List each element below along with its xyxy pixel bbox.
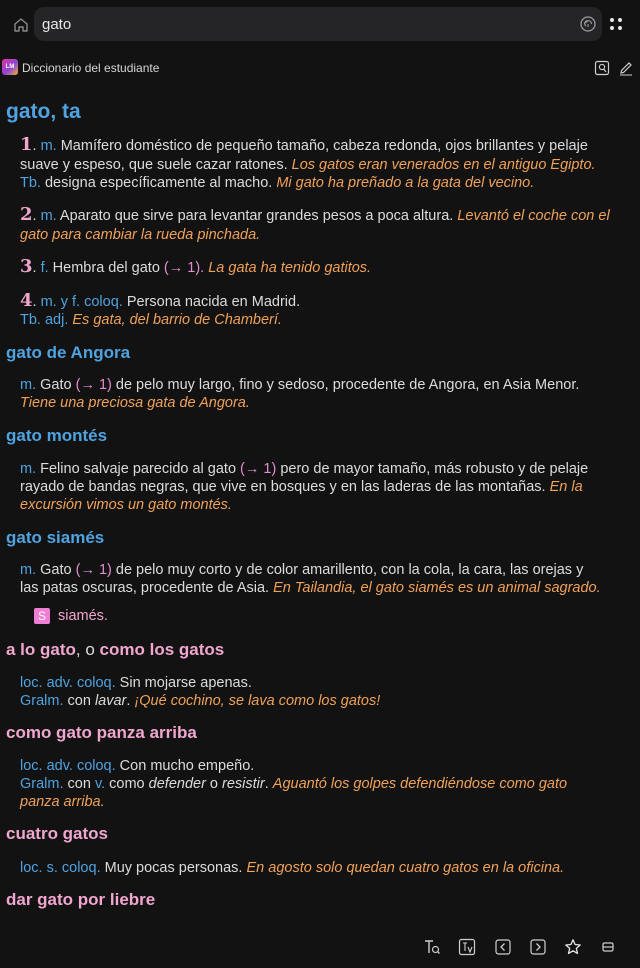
cross-reference-link[interactable]: (→ 1) <box>75 562 112 578</box>
definition-text: Gato <box>36 377 76 393</box>
search-input[interactable] <box>34 7 602 41</box>
grammar-abbr[interactable]: loc. s. coloq. <box>20 860 101 876</box>
home-icon[interactable] <box>12 16 30 34</box>
grammar-abbr[interactable]: f. <box>40 260 49 276</box>
definition-text: Aparato que sirve para levantar grandes pesos a poca altura. <box>56 208 458 224</box>
sense-4-tb <box>20 311 640 329</box>
example-text: ¡Qué cochino, se lava como los gatos! <box>134 693 381 709</box>
font-size-icon[interactable] <box>458 938 476 956</box>
definition-text: designa específicamente al macho. <box>40 175 277 191</box>
synonym-row <box>34 607 640 625</box>
locution-usage <box>20 775 640 793</box>
usage-text: como <box>105 776 149 792</box>
grammar-abbr[interactable]: m. <box>20 562 37 578</box>
locution-def <box>20 859 640 877</box>
gralm-abbr[interactable]: Gralm. <box>20 693 64 709</box>
fingerprint-icon[interactable] <box>579 15 597 33</box>
sense-2: 2. m. Aparato que sirve para levantar grandes pesos a poca altura. Levantó el coche con el <box>20 204 610 225</box>
usage-word: lavar <box>94 693 127 709</box>
tb-abbr[interactable]: Tb. <box>20 175 41 191</box>
verb-abbr[interactable]: v. <box>94 776 106 792</box>
subentry-def-cont <box>20 478 640 496</box>
locution-title <box>6 640 224 660</box>
previous-icon[interactable] <box>494 938 512 956</box>
usage-text: con <box>63 693 95 709</box>
edit-icon[interactable] <box>618 60 634 76</box>
definition-text: Felino salvaje parecido al gato <box>36 461 241 477</box>
grammar-abbr[interactable]: m. y f. coloq. <box>40 294 123 310</box>
sense-3: 3. f. Hembra del gato (→ 1). La gata ha tenido gatitos. <box>20 256 372 277</box>
definition-text: Gato <box>36 562 76 578</box>
example-text: En Tailandia, el gato siamés es un animal sagrado. <box>273 580 601 596</box>
subentry-title: gato siamés <box>6 528 105 547</box>
locution-separator: , o <box>75 640 100 659</box>
gralm-abbr[interactable]: Gralm. <box>20 776 64 792</box>
sense-2-cont <box>20 226 640 244</box>
subentry-title: gato de Angora <box>6 343 131 362</box>
grammar-abbr[interactable]: loc. adv. coloq. <box>20 758 116 774</box>
image-search-icon[interactable] <box>594 60 610 76</box>
sense-number: 3 <box>20 256 33 277</box>
locution-title: dar gato por liebre <box>6 890 156 909</box>
text-search-icon[interactable] <box>423 938 441 956</box>
locution-title: como gato panza arriba <box>6 723 197 742</box>
subentry-def <box>20 561 640 579</box>
grammar-abbr[interactable]: loc. adv. coloq. <box>20 675 116 691</box>
locution-title-a: a lo gato <box>6 640 76 659</box>
tb-abbr[interactable]: Tb. adj. <box>20 312 69 328</box>
definition-text: Mamífero doméstico de pequeño tamaño, cabeza redonda, ojos brillantes y pelaje <box>56 138 588 154</box>
sense-number: 2 <box>20 204 33 225</box>
bottom-toolbar <box>0 928 640 968</box>
subentry-def <box>20 376 640 394</box>
example-text: Tiene una preciosa gata de Angora. <box>20 395 250 411</box>
search-query[interactable]: gato <box>42 16 72 33</box>
panel-toggle-icon[interactable] <box>599 938 617 956</box>
locution-title-b: como los gatos <box>99 640 225 659</box>
definition-text: Hembra del gato <box>48 260 164 276</box>
subentry-def-cont <box>20 579 640 597</box>
top-bar <box>0 0 640 50</box>
entry-headword: gato, ta <box>6 100 81 123</box>
star-icon[interactable] <box>564 938 582 956</box>
locution-title: cuatro gatos <box>6 824 109 843</box>
subentry-example <box>20 394 640 412</box>
locution-def <box>20 674 640 692</box>
dictionary-logo-icon: LM <box>2 59 18 75</box>
cross-reference-link[interactable]: (→ 1). <box>163 260 205 276</box>
next-icon[interactable] <box>529 938 547 956</box>
definition-text: de pelo muy corto y de color amarillento, con la cola, la cara, las orejas y <box>111 562 584 578</box>
menu-dots-icon[interactable] <box>608 16 624 32</box>
synonym-badge: S <box>34 608 50 624</box>
definition-text: rayado de bandas negras, que vive en bosques y en las laderas de las montañas. <box>20 479 550 495</box>
definition-text: pero de mayor tamaño, más robusto y de pelaje <box>276 461 589 477</box>
example-text: Es gata, del barrio de Chamberí. <box>68 312 282 328</box>
subentry-def <box>20 460 640 478</box>
dictionary-name: Diccionario del estudiante <box>22 61 160 75</box>
grammar-abbr[interactable]: m. <box>40 208 57 224</box>
sense-4: 4. m. y f. coloq. Persona nacida en Madrid. <box>20 290 301 311</box>
usage-text: . <box>264 776 273 792</box>
example-text: En la <box>549 479 583 495</box>
example-text: excursión vimos un gato montés. <box>20 497 232 513</box>
grammar-abbr[interactable]: m. <box>20 377 37 393</box>
locution-usage <box>20 692 640 710</box>
grammar-abbr[interactable]: m. <box>20 461 37 477</box>
example-text: En agosto solo quedan cuatro gatos en la oficina. <box>246 860 565 876</box>
example-text: gato para cambiar la rueda pinchada. <box>20 227 261 243</box>
example-text: panza arriba. <box>20 794 105 810</box>
example-text: Levantó el coche con el <box>457 208 610 224</box>
sense-1-cont <box>20 156 640 174</box>
dictionary-bar <box>0 56 640 82</box>
sense-number: 4 <box>20 290 33 311</box>
example-text: Aguantó los golpes defendiéndose como gato <box>272 776 568 792</box>
subentry-title: gato montés <box>6 426 108 445</box>
definition-text: Persona nacida en Madrid. <box>122 294 301 310</box>
locution-example-cont <box>20 793 640 811</box>
example-text: Los gatos eran venerados en el antiguo Egipto. <box>291 157 596 173</box>
definition-text: de pelo muy largo, fino y sedoso, procedente de Angora, en Asia Menor. <box>111 377 580 393</box>
usage-text: con <box>63 776 95 792</box>
definition-text: Muy pocas personas. <box>100 860 247 876</box>
cross-reference-link[interactable]: (→ 1) <box>75 377 112 393</box>
usage-text: . <box>126 693 135 709</box>
usage-word: resistir <box>222 776 265 792</box>
cross-reference-link[interactable]: (→ 1) <box>240 461 277 477</box>
example-text: La gata ha tenido gatitos. <box>204 260 372 276</box>
grammar-abbr[interactable]: m. <box>40 138 57 154</box>
sense-1-tb <box>20 174 640 192</box>
locution-def <box>20 757 640 775</box>
subentry-example <box>20 496 640 514</box>
synonym-link[interactable]: siamés. <box>58 608 108 624</box>
definition-text: las patas oscuras, procedente de Asia. <box>20 580 274 596</box>
example-text: Mi gato ha preñado a la gata del vecino. <box>276 175 535 191</box>
definition-text: Con mucho empeño. <box>115 758 255 774</box>
usage-text: o <box>205 776 223 792</box>
sense-number: 1 <box>20 134 33 155</box>
usage-word: defender <box>148 776 206 792</box>
definition-text: suave y espeso, que suele cazar ratones. <box>20 157 292 173</box>
sense-1: 1. m. Mamífero doméstico de pequeño tamaño, cabeza redonda, ojos brillantes y pelaje <box>20 134 588 155</box>
definition-text: Sin mojarse apenas. <box>115 675 252 691</box>
